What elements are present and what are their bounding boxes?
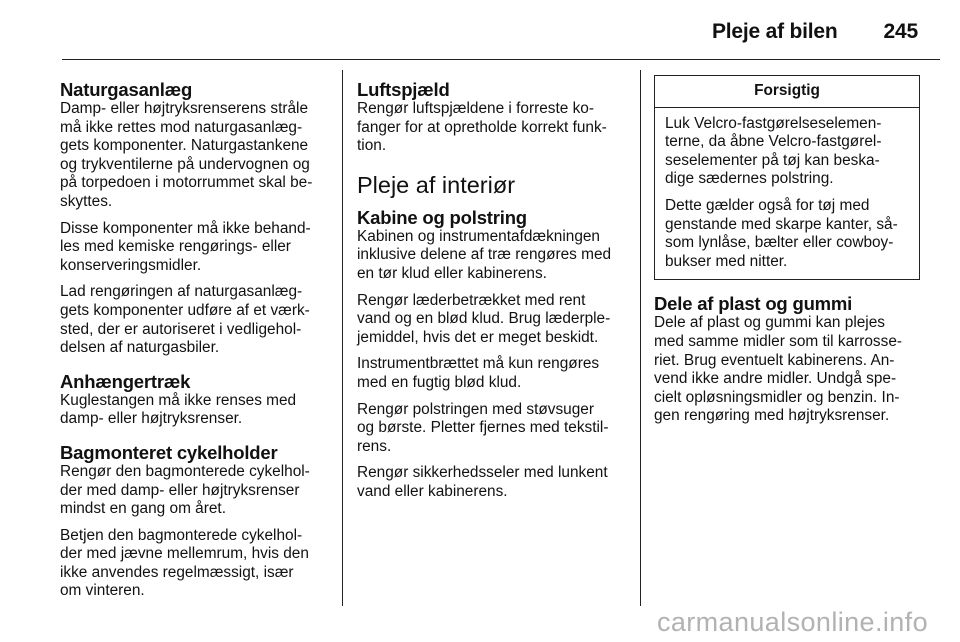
paragraph: Rengør sikkerhedsseler med lunkent vand eller kabinerens. (357, 464, 608, 500)
section-kabine (357, 208, 629, 502)
section-heading: Luftspjæld (357, 79, 450, 100)
paragraph: Kabinen og instrumentafdækningen inklusive delene af træ rengøres med en tør klud eller kabinerens. (357, 227, 612, 282)
section-heading: Kabine og polstring (357, 206, 527, 228)
paragraph: Rengør luftspjældene i forreste ko- fanger for at opretholde korrekt funk- tion. (357, 100, 607, 155)
section-anhaengertraek (60, 372, 328, 429)
paragraph: Damp- eller højtryksrenserens stråle må ikke rettes mod naturgasanlæg- gets komponenter. Naturgastankene og trykventilerne på undervognen og på torpedoen i motorrummet skal be- skyttes. (60, 100, 313, 210)
paragraph: Rengør læderbetrækket med rent vand og en blød klud. Brug læderple- jemiddel, hvis det er meget beskidt. (357, 291, 611, 346)
caution-title: Forsigtig (655, 76, 919, 108)
header-divider (62, 59, 940, 60)
section-plast-gummi (654, 294, 920, 426)
section-heading: Naturgasanlæg (60, 79, 193, 100)
chapter-title: Pleje af interiør (357, 171, 516, 198)
column-1 (60, 80, 328, 609)
caution-box (654, 75, 920, 280)
section-cykelholder (60, 443, 328, 601)
section-heading: Dele af plast og gummi (654, 293, 853, 315)
paragraph: Dele af plast og gummi kan plejes med samme midler som til karrosse- riet. Brug eventuelt kabinerens. An- vend ikke andre midler. Undgå spe- cielt opløsningsmidler og benzin. In- gen rengøring med højtryksrenser. (654, 314, 903, 425)
paragraph: Betjen den bagmonterede cykelhol- der med jævne mellemrum, hvis den ikke anvendes regelmæssigt, især om vinteren. (60, 526, 309, 600)
paragraph: Lad rengøringen af naturgasanlæg- gets komponenter udføre af et værk- sted, der er autoriseret i vedligehol- delsen af naturgasbiler. (60, 283, 310, 357)
page-title: Pleje af bilen (711, 20, 838, 43)
section-heading: Anhængertræk (60, 370, 191, 392)
paragraph: Rengør polstringen med støvsuger og børste. Pletter fjernes med tekstil- rens. (357, 400, 609, 455)
column-3 (654, 80, 920, 434)
paragraph: Rengør den bagmonterede cykelhol- der med damp- eller højtryksrenser mindst en gang om året. (60, 462, 310, 518)
page-header (712, 14, 918, 50)
paragraph: Disse komponenter må ikke behand- les med kemiske rengørings- eller konserveringsmidler. (60, 219, 311, 274)
section-luftspjaeld (357, 80, 629, 156)
page-number: 245 (883, 20, 918, 43)
paragraph: Luk Velcro-fastgørelseselemen- terne, da åbne Velcro-fastgørel- seselementer på tøj kan beska- dige sædernes polstring. (665, 114, 882, 188)
paragraph: Kuglestangen må ikke renses med damp- eller højtryksrenser. (60, 391, 297, 428)
watermark: carmanualsonline.info (656, 607, 928, 637)
column-divider-2 (640, 70, 641, 606)
section-heading: Bagmonteret cykelholder (60, 441, 278, 463)
column-divider-1 (342, 70, 343, 606)
section-naturgasanlaeg (60, 80, 328, 358)
caution-body (655, 108, 919, 272)
paragraph: Dette gælder også for tøj med genstande med skarpe kanter, så- som lynlåse, bælter eller cowboy- bukser med nitter. (665, 196, 898, 270)
paragraph: Instrumentbrættet må kun rengøres med en fugtig blød klud. (357, 355, 600, 391)
column-2 (357, 80, 629, 510)
